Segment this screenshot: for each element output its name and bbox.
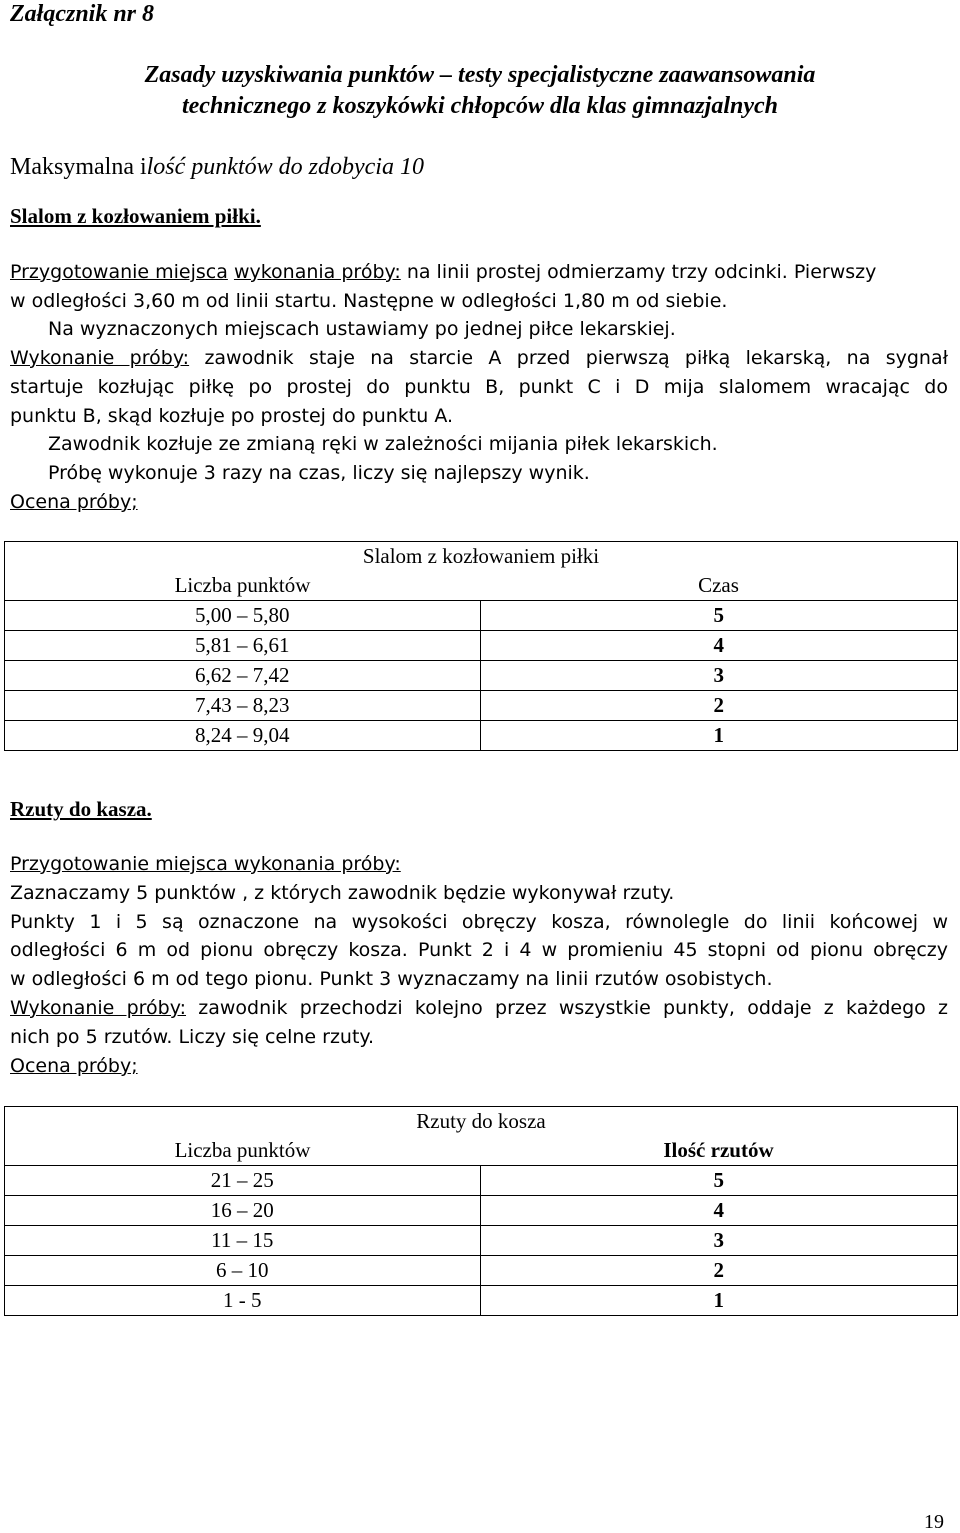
section2-prep-label: Przygotowanie miejsca wykonania próby: xyxy=(10,853,401,875)
row-points: 5 xyxy=(480,1166,958,1196)
section2-exec-line2: nich po 5 rzutów. Liczy się celne rzuty. xyxy=(10,1026,374,1048)
col-header-time: Czas xyxy=(698,573,739,597)
row-range: 8,24 – 9,04 xyxy=(5,721,481,751)
prep-label-1: Przygotowanie miejsca xyxy=(10,261,228,283)
section2-line3: odległości 6 m od pionu obręczy kosza. Punkt 2 i 4 w promieniu 45 stopni od pionu obręczy xyxy=(10,939,948,961)
table-header-right xyxy=(362,542,958,601)
row-range: 16 – 20 xyxy=(5,1196,481,1226)
section1-exec-line2: startuje kozłując piłkę po prostej do punktu B, punkt C i D mija slalomem wracając do xyxy=(10,376,948,398)
row-points: 4 xyxy=(480,1196,958,1226)
table-row xyxy=(5,661,958,691)
page-number: 19 xyxy=(924,1511,944,1533)
max-points xyxy=(10,152,424,182)
table-row xyxy=(5,1256,958,1286)
section1-prep-line2: w odległości 3,60 m od linii startu. Następne w odległości 1,80 m od siebie. xyxy=(10,290,728,312)
row-points: 3 xyxy=(480,661,958,691)
col-header-points: Liczba punktów xyxy=(174,1138,311,1162)
title-line-2: technicznego z koszykówki chłopców dla klas gimnazjalnych xyxy=(181,93,779,119)
section1-prep-line1 xyxy=(10,259,876,285)
row-points: 3 xyxy=(480,1226,958,1256)
row-range: 5,81 – 6,61 xyxy=(5,631,481,661)
col-header-points: Liczba punktów xyxy=(174,573,311,597)
table-throws xyxy=(4,1106,958,1316)
prep-text-1: na linii prostej odmierzamy trzy odcinki. Pierwszy xyxy=(406,261,877,283)
row-points: 2 xyxy=(480,1256,958,1286)
table-row xyxy=(5,691,958,721)
max-points-prefix: Maksymalna i xyxy=(10,154,147,180)
max-points-rest: lość punktów do zdobycia 10 xyxy=(146,154,424,180)
row-range: 6 – 10 xyxy=(5,1256,481,1286)
row-range: 5,00 – 5,80 xyxy=(5,601,481,631)
title-line-1: Zasady uzyskiwania punktów – testy specjalistyczne zaawansowania xyxy=(144,62,816,88)
section2-line1: Zaznaczamy 5 punktów , z których zawodnik będzie wykonywał rzuty. xyxy=(10,882,675,904)
section1-zawodnik-line: Zawodnik kozłuje ze zmianą ręki w zależności mijania piłek lekarskich. xyxy=(48,433,718,455)
section1-exec-line3: punktu B, skąd kozłuje po prostej do punktu A. xyxy=(10,405,454,427)
table-title: Slalom z kozłowaniem piłki xyxy=(362,544,600,568)
table-row xyxy=(5,1166,958,1196)
row-points: 4 xyxy=(480,631,958,661)
table-title: Rzuty do kosza xyxy=(416,1109,546,1133)
prep-label-2: wykonania próby: xyxy=(233,261,401,283)
row-range: 11 – 15 xyxy=(5,1226,481,1256)
table-row xyxy=(5,601,958,631)
section1-prep-line3: Na wyznaczonych miejscach ustawiamy po jednej piłce lekarskiej. xyxy=(48,318,676,340)
row-range: 7,43 – 8,23 xyxy=(5,691,481,721)
table-row xyxy=(5,1196,958,1226)
exec-label: Wykonanie próby: xyxy=(10,997,187,1019)
section2-exec-line1 xyxy=(10,995,948,1021)
section1-exec-line1 xyxy=(10,345,948,371)
section2-heading: Rzuty do kasza. xyxy=(10,797,152,821)
row-range: 21 – 25 xyxy=(5,1166,481,1196)
table-row xyxy=(5,721,958,751)
row-points: 2 xyxy=(480,691,958,721)
row-points: 5 xyxy=(480,601,958,631)
exec-label: Wykonanie próby: xyxy=(10,347,190,369)
table-row xyxy=(5,631,958,661)
exec-text-1: zawodnik przechodzi kolejno przez wszystkie punkty, oddaje z każdego z xyxy=(198,997,948,1019)
table-header-right xyxy=(416,1107,958,1166)
annex-label: Załącznik nr 8 xyxy=(10,1,155,27)
table-row xyxy=(5,1226,958,1256)
exec-text-1: zawodnik staje na starcie A przed pierwszą piłką lekarską, na sygnał xyxy=(204,347,948,369)
col-header-throws: Ilość rzutów xyxy=(663,1138,774,1162)
table-slalom xyxy=(4,541,958,751)
section2-eval: Ocena próby; xyxy=(10,1055,138,1077)
section1-probe-line: Próbę wykonuje 3 razy na czas, liczy się najlepszy wynik. xyxy=(48,462,590,484)
section2-line4: w odległości 6 m od tego pionu. Punkt 3 wyznaczamy na linii rzutów osobistych. xyxy=(10,968,773,990)
section2-line2: Punkty 1 i 5 są oznaczone na wysokości obręczy kosza, równolegle do linii końcowej w xyxy=(10,911,948,933)
row-range: 6,62 – 7,42 xyxy=(5,661,481,691)
table-row xyxy=(5,1286,958,1316)
row-points: 1 xyxy=(480,1286,958,1316)
section1-eval: Ocena próby; xyxy=(10,491,138,513)
row-range: 1 - 5 xyxy=(5,1286,481,1316)
row-points: 1 xyxy=(480,721,958,751)
section1-heading: Slalom z kozłowaniem piłki. xyxy=(10,204,261,228)
